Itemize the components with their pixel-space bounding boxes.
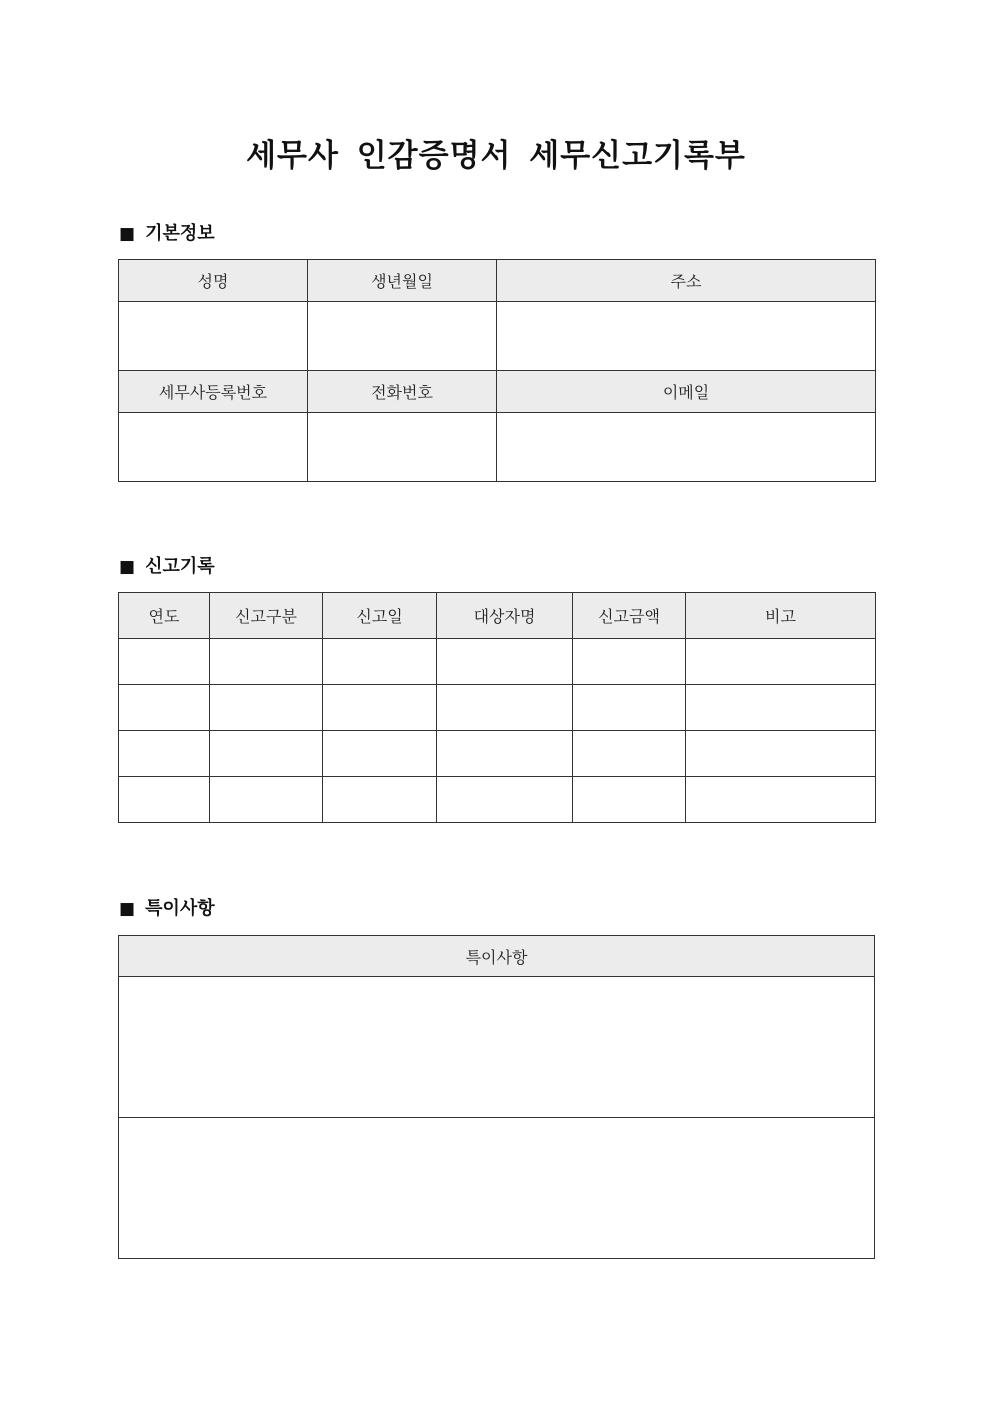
- header-cell-subject-name: 대상자명: [437, 593, 573, 639]
- table-cell[interactable]: [323, 685, 437, 731]
- table-cell[interactable]: [573, 731, 686, 777]
- header-cell-birthdate: 생년월일: [308, 260, 497, 302]
- table-cell[interactable]: [437, 639, 573, 685]
- section-title: 신고기록: [145, 556, 215, 577]
- table-cell[interactable]: [210, 731, 323, 777]
- section-title: 특이사항: [145, 898, 215, 919]
- table-cell[interactable]: [686, 685, 876, 731]
- name-field[interactable]: [119, 302, 308, 371]
- table-row: [119, 639, 876, 685]
- table-cell[interactable]: [686, 777, 876, 823]
- remarks-field[interactable]: [119, 977, 875, 1118]
- section-heading-filing-records: [119, 555, 215, 579]
- filing-records-table: [118, 592, 876, 823]
- header-cell-remarks: 특이사항: [119, 936, 875, 977]
- table-row: [119, 413, 876, 482]
- table-cell[interactable]: [210, 639, 323, 685]
- table-header-row: [119, 260, 876, 302]
- remarks-table: [118, 935, 875, 1259]
- square-bullet-icon: ■: [119, 899, 136, 919]
- email-field[interactable]: [497, 413, 876, 482]
- square-bullet-icon: ■: [119, 557, 136, 577]
- section-heading-remarks: [119, 897, 215, 921]
- document-title: 세무사 인감증명서 세무신고기록부: [246, 138, 746, 174]
- table-cell[interactable]: [323, 639, 437, 685]
- table-cell[interactable]: [686, 731, 876, 777]
- header-cell-email: 이메일: [497, 371, 876, 413]
- table-cell[interactable]: [437, 777, 573, 823]
- header-cell-name: 성명: [119, 260, 308, 302]
- table-cell[interactable]: [573, 639, 686, 685]
- table-header-row: [119, 371, 876, 413]
- table-cell[interactable]: [323, 777, 437, 823]
- table-cell[interactable]: [573, 777, 686, 823]
- header-cell-filing-type: 신고구분: [210, 593, 323, 639]
- table-cell[interactable]: [119, 685, 210, 731]
- table-row: [119, 777, 876, 823]
- address-field[interactable]: [497, 302, 876, 371]
- header-cell-amount: 신고금액: [573, 593, 686, 639]
- table-cell[interactable]: [210, 685, 323, 731]
- table-header-row: [119, 936, 875, 977]
- table-cell[interactable]: [210, 777, 323, 823]
- registration-number-field[interactable]: [119, 413, 308, 482]
- table-cell[interactable]: [437, 731, 573, 777]
- birthdate-field[interactable]: [308, 302, 497, 371]
- table-row: [119, 685, 876, 731]
- header-cell-registration-number: 세무사등록번호: [119, 371, 308, 413]
- table-cell[interactable]: [573, 685, 686, 731]
- header-cell-note: 비고: [686, 593, 876, 639]
- table-cell[interactable]: [119, 777, 210, 823]
- phone-field[interactable]: [308, 413, 497, 482]
- header-cell-year: 연도: [119, 593, 210, 639]
- table-cell[interactable]: [437, 685, 573, 731]
- table-cell[interactable]: [119, 639, 210, 685]
- square-bullet-icon: ■: [119, 224, 136, 244]
- section-heading-basic-info: [119, 222, 215, 246]
- table-row: [119, 977, 875, 1118]
- header-cell-filing-date: 신고일: [323, 593, 437, 639]
- table-cell[interactable]: [686, 639, 876, 685]
- table-header-row: [119, 593, 876, 639]
- table-cell[interactable]: [119, 731, 210, 777]
- header-cell-phone: 전화번호: [308, 371, 497, 413]
- basic-info-table: [118, 259, 876, 482]
- remarks-field[interactable]: [119, 1118, 875, 1259]
- table-row: [119, 731, 876, 777]
- section-title: 기본정보: [145, 223, 215, 244]
- table-row: [119, 302, 876, 371]
- table-row: [119, 1118, 875, 1259]
- header-cell-address: 주소: [497, 260, 876, 302]
- table-cell[interactable]: [323, 731, 437, 777]
